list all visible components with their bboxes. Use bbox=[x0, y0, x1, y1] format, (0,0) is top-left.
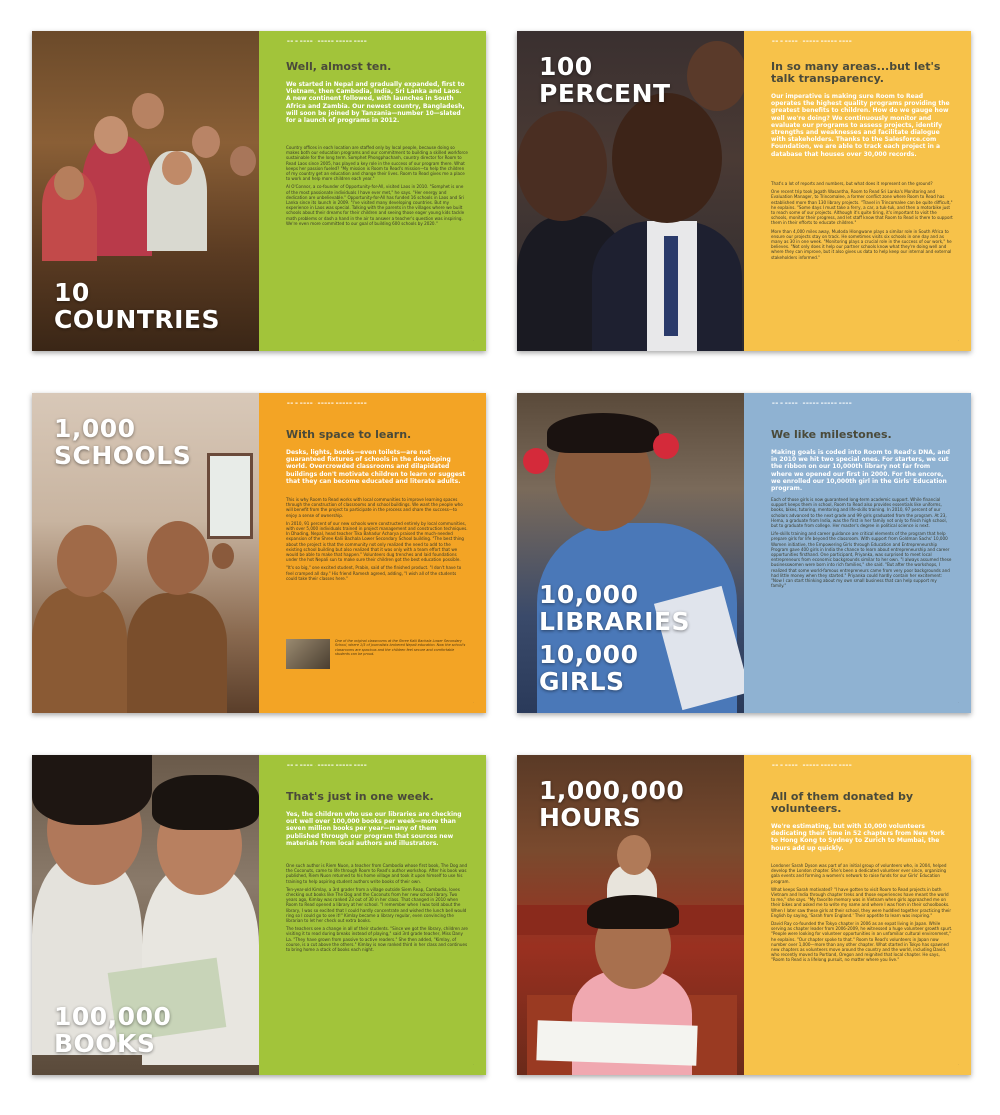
body-paragraph: One such author is Riem Nuon, a teacher from Cambodia whose first book, The Dog and the Coconuts, came to life through Room to Read's author workshop. After his book was published, Riem Nuon returned to his home village and took it upon himself to use his training to help aspiring student authors write books of their own. bbox=[286, 863, 468, 884]
page-number: · bbox=[473, 1062, 474, 1066]
spread-libraries-girls bbox=[517, 393, 971, 713]
lead-paragraph: Yes, the children who use our libraries are checking out well over 100,000 books per week—more than seven million books per year—many of them published through our program that sources new materials from local authors and illustrators. bbox=[286, 811, 462, 847]
section-title: All of them donated by volunteers. bbox=[771, 790, 914, 815]
section-title: With space to learn. bbox=[286, 428, 412, 441]
headline bbox=[54, 415, 191, 469]
lead-paragraph: Making goals is coded into Room to Read's DNA, and in 2010 we hit two special ones. For starters, we cut the ribbon on our 10,000th library not far from where we opened our first in 2000. For the encore, we enrolled our 10,000th girl in the Girls' Education program. bbox=[771, 449, 951, 493]
page-number: · bbox=[473, 338, 474, 342]
page-number: · bbox=[958, 1062, 959, 1066]
body-paragraph: David Ray co-founded the Tokyo chapter in 2006 as an expat living in Japan. While serving as chapter leader from 2006-2009, he witnessed a huge volunteer growth spurt. "People were looking for volunteer opportunities in an unfamiliar cultural environment," he explains. "Our chapter spoke to that." Room to Read's volunteers in Japan now number over 1,000—more than any other chapter. What started in Tokyo has spawned new chapters as volunteers move around the country and the world, including David, who recently moved to Portland, Oregon and reignited that local chapter. He says, "Room to Read is a lifelong pursuit, no matter where you live." bbox=[771, 921, 953, 963]
body-paragraph: Country offices in each location are staffed only by local people, because doing so makes both our education programs and our commitment to building a skilled workforce sustainable for the long term. Somphet Phongphachanh, country director for Room to Read Laos since 2005, has played a key role in the success of our program there. What keeps her passion fueled? "My mission is Room to Read's mission—to help the children of my country get an education and change their lives. Room to Read gives me a place to work and help more children each year." bbox=[286, 145, 468, 182]
text-page bbox=[744, 755, 971, 1075]
section-title: We like milestones. bbox=[771, 428, 892, 441]
lead-paragraph: Desks, lights, books—even toilets—are not guaranteed fixtures of schools in the developing world. Overcrowded classrooms and dilapidated buildings don't motivate children to learn or suggest that they can become educated and literate adults. bbox=[286, 449, 466, 485]
text-page bbox=[744, 31, 971, 351]
body-paragraph: Life-skills training and career guidance are critical elements of the program that help prepare girls for life beyond the classroom. With support from Goldman Sachs' 10,000 Women initiative, the Empowering Girls through Education and Entrepreneurship Program gave 400 girls in India the chance to learn about entrepreneurship and career opportunities firsthand. One participant, Priyanka, was surprised to meet local entrepreneurs from economic backgrounds similar to her own. "I always assumed these businesswomen were born into rich families," she said. "But after the workshops, I realized that some world-famous entrepreneurs came from very poor backgrounds and had little money when they started." Priyanka could hardly contain her excitement: "Now I can start thinking about my own small business that can help support my family." bbox=[771, 531, 952, 589]
body-paragraph: Ten-year-old Kimlay, a 3rd grader from a village outside Siem Reap, Cambodia, loves checking out books like The Dog and the Coconuts from her new school library. Two years ago, Kimlay was ranked 23 out of 30 in her class. That changed in 2010 when Room to Read opened a library at her school. "I remember when I was told about the library, I was so excited that I could hardly concentrate and wished the lunch bell would ring so I could go to see it!" Kimlay became a library regular, even convincing the librarian to let her check out extra books. bbox=[286, 886, 467, 924]
body-paragraph: The teachers see a change in all of their students. "Since we got the library, children are visiting it to read during breaks instead of playing," said 3rd grade teacher, Miss Dany La. "They have grown from passive to active readers." She then added, "Kimlay, of course, is a cut above the others." Kimlay is now ranked third in her class and continues to bring home a stack of books each night. bbox=[286, 926, 468, 953]
headline bbox=[539, 581, 690, 695]
running-head: ▬▬ ▬ ▬▬▬▬ · ▬▬▬▬▬ ▬▬▬▬▬ ▬▬▬▬ bbox=[287, 401, 368, 405]
text-page bbox=[744, 393, 971, 713]
spread-countries bbox=[32, 31, 486, 351]
body-paragraph: Londoner Sarah Dyson was part of an initial group of volunteers who, in 2004, helped develop the London chapter. She's been a dedicated volunteer ever since, organizing gala events and forming a women's network to raise funds for our Girls' Education program. bbox=[771, 863, 947, 884]
photo-girls-reading bbox=[32, 755, 259, 1075]
body-paragraph: "It's so big," one excited student, Prabin, said of the finished product. "I don't have to feel cramped all day." His friend Ramesh agreed, adding, "I wish all of the students could take their classes here." bbox=[286, 565, 462, 581]
body-paragraph: Each of those girls is now guaranteed long-term academic support. While financial support keeps them in school, Room to Read also provides essentials like uniforms, books, bikes, tutoring, mentoring and life-skills training. In 2010, 97 percent of our scholars advanced to the next grade and 99 girls graduated from the program. At 23, Hema, a graduate from India, was the first in her family not only to finish high school, but to graduate from college. Her master's degree in political science is next. bbox=[771, 497, 947, 529]
lead-paragraph: We started in Nepal and gradually expanded, first to Vietnam, then Cambodia, India, Sri Lanka and Laos. A new continent followed, with launches in South Africa and Zambia. Our newest country, Bangladesh, will soon be joined by Tanzania—number 10—slated for a launch of programs in 2012. bbox=[286, 81, 465, 125]
headline-number-2: 10,000 bbox=[539, 640, 639, 669]
headline bbox=[54, 279, 220, 333]
headline bbox=[54, 1003, 171, 1057]
headline-word-2: GIRLS bbox=[539, 667, 625, 696]
headline-number: 100,000 bbox=[54, 1002, 172, 1031]
headline-number: 10 bbox=[54, 278, 90, 307]
photo-schoolboys bbox=[517, 31, 744, 351]
headline-word: PERCENT bbox=[539, 79, 671, 108]
body-text bbox=[771, 497, 953, 591]
text-page bbox=[259, 755, 486, 1075]
old-classroom-photo bbox=[286, 639, 330, 669]
body-text bbox=[286, 863, 468, 955]
body-paragraph: This is why Room to Read works with local communities to improve learning spaces through the construction of classrooms and school buildings. We want the people who will benefit from the project to participate in the process and share the success—to enjoy a sense of ownership. bbox=[286, 497, 463, 518]
lead-paragraph: Our imperative is making sure Room to Read operates the highest quality programs providing the greatest benefits to children. How do we gauge how well we're doing? We continuously monitor and evaluate our programs to assess projects, identify strengths and weaknesses and facilitate dialogue with stakeholders. Thanks to the Salesforce.com Foundation, we are able to track each project in a database that houses over 30,000 records. bbox=[771, 93, 950, 158]
lead-paragraph: We're estimating, but with 10,000 volunteers dedicating their time in 52 chapters from New York to Hong Kong to Sydney to Zurich to Mumbai, the hours add up quickly. bbox=[771, 823, 945, 852]
body-paragraph: More than 4,000 miles away, Mudoda Hlongwane plays a similar role in South Africa to ensure our projects stay on track. He sometimes visits six schools in one day and as many as 30 in one week. "Monitoring plays a crucial role in the success of our work," he believes. "Not only does it help our partner schools know what they're doing well and where they can improve, but it also gives us data to help keep our internal and external stakeholders informed." bbox=[771, 228, 952, 260]
body-text bbox=[286, 497, 468, 584]
body-paragraph: Al O'Connor, a co-founder of Opportunity-for-All, visited Laos in 2010. "Somphet is one of the most passionate individuals I have ever met," he says. "Her energy and dedication are unbelievable." Opportunity-for-All has funded 16 schools in Laos and Sri Lanka since its launch in 2009. "I've visited many developing countries. But my experience in Laos was special. Talking with the parents in the villages where we built schools about their dreams for their children and seeing those eager young kids tackle math problems or dash a hand in the air to answer a teacher's question was inspiring. We're even more committed to our goal of building 600 schools by 2020." bbox=[286, 184, 465, 226]
spread-hours bbox=[517, 755, 971, 1075]
section-title: Well, almost ten. bbox=[286, 60, 392, 73]
headline-word: COUNTRIES bbox=[54, 305, 221, 334]
headline-number: 1,000,000 bbox=[539, 776, 685, 805]
page-number: · bbox=[958, 700, 959, 704]
running-head: ▬▬ ▬ ▬▬▬▬ · ▬▬▬▬▬ ▬▬▬▬▬ ▬▬▬▬ bbox=[772, 39, 853, 43]
body-text bbox=[771, 181, 953, 263]
section-title: That's just in one week. bbox=[286, 790, 434, 803]
running-head: ▬▬ ▬ ▬▬▬▬ · ▬▬▬▬▬ ▬▬▬▬▬ ▬▬▬▬ bbox=[772, 401, 853, 405]
photo-caption: One of the original classrooms at the Shree Kalii Bachala Lower Secondary School, where 1/3 of journalists brokered Nepali education. Now the school's classrooms are spacious and the children feel secure and comfortable students can be proud. bbox=[335, 639, 466, 656]
running-head: ▬▬ ▬ ▬▬▬▬ · ▬▬▬▬▬ ▬▬▬▬▬ ▬▬▬▬ bbox=[287, 39, 368, 43]
spread-books bbox=[32, 755, 486, 1075]
page-number: · bbox=[958, 338, 959, 342]
section-title: In so many areas...but let's talk transparency. bbox=[771, 60, 941, 85]
headline-number: 100 bbox=[539, 52, 593, 81]
body-paragraph: That's a lot of reports and numbers, but what does it represent on the ground? bbox=[771, 181, 933, 186]
headline-word: SCHOOLS bbox=[54, 441, 192, 470]
text-page bbox=[259, 393, 486, 713]
body-paragraph: One recent trip took Jagath Wasantha, Room to Read Sri Lanka's Monitoring and Evaluation Manager, to Trincomalee, a former conflict zone where Room to Read has established more than 130 library projects. "Travel in Trincomalee can be quite difficult," he explains. "Some days I must take a ferry, a car, a tuk-tuk, and then a motorbike just to reach some of our projects. Although it's quite tiring, it's important to visit the schools, monitor their progress, and let staff know that Room to Read is there to support them in their efforts to educate children." bbox=[771, 189, 953, 226]
body-text bbox=[771, 863, 953, 966]
photo-girl-writing bbox=[517, 755, 744, 1075]
headline bbox=[539, 777, 684, 831]
running-head: ▬▬ ▬ ▬▬▬▬ · ▬▬▬▬▬ ▬▬▬▬▬ ▬▬▬▬ bbox=[287, 763, 368, 767]
body-paragraph: In 2010, 91 percent of our new schools were constructed entirely by local communities, with over 5,000 individuals trained in project management and construction techniques. In Dhading, Nepal, head teacher Tika Bahadur Acharya praised the much-needed expansion of the Shree Kalii Bachala Lower Secondary School building. "The best thing about the project is that the community not only realized the need to add to the existing school building but also realized that it was only with a team effort that we would be able to make that happen." Volunteers dug trenches and laid foundations under the hot Nepali sun to make sure their children got the best education possible. bbox=[286, 520, 468, 563]
photo-classroom bbox=[32, 393, 259, 713]
photo-children-laos bbox=[32, 31, 259, 351]
spread-percent bbox=[517, 31, 971, 351]
text-page bbox=[259, 31, 486, 351]
headline-word: LIBRARIES bbox=[539, 607, 691, 636]
headline-number: 1,000 bbox=[54, 414, 136, 443]
body-text bbox=[286, 145, 468, 229]
page-number: · bbox=[473, 700, 474, 704]
headline-word: HOURS bbox=[539, 803, 642, 832]
body-paragraph: What keeps Sarah motivated? "I have gotten to visit Room to Read projects in both Vietnam and India through chapter treks and those experiences have meant the world to me," she says. "My favorite memory was in Vietnam when girls approached me on their bikes and asked me to write my name and where I was from in their schoolbooks. When I later saw these girls at their school, they were huddled together practicing their English by saying, 'Sarah from England.' Their appetite to learn was inspiring." bbox=[771, 886, 952, 918]
headline bbox=[539, 53, 671, 107]
headline-word: BOOKS bbox=[54, 1029, 156, 1058]
photo-girl-reading bbox=[517, 393, 744, 713]
headline-number: 10,000 bbox=[539, 580, 639, 609]
running-head: ▬▬ ▬ ▬▬▬▬ · ▬▬▬▬▬ ▬▬▬▬▬ ▬▬▬▬ bbox=[772, 763, 853, 767]
spread-schools bbox=[32, 393, 486, 713]
